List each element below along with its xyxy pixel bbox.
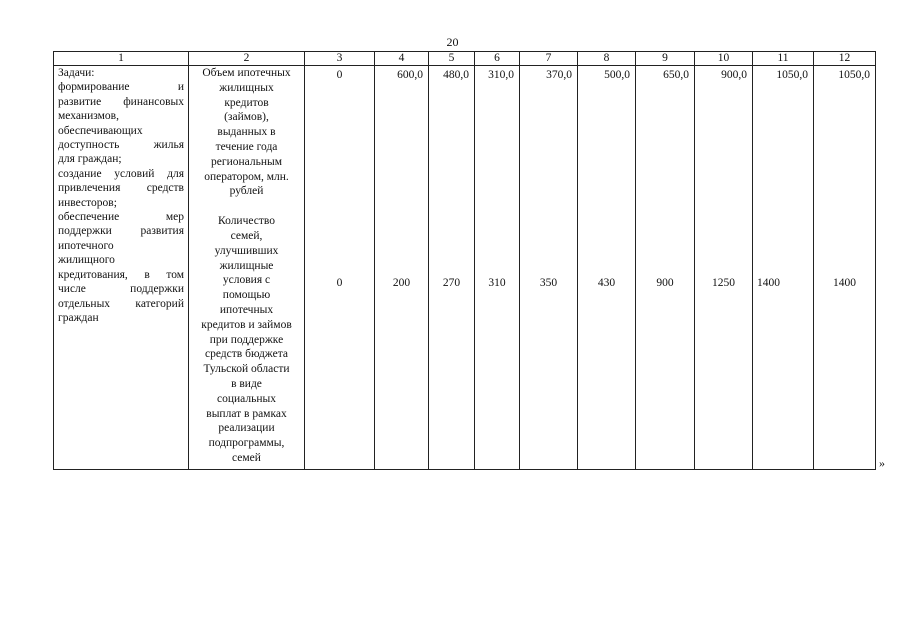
tasks-cell (54, 66, 189, 470)
indicator-2-value: 270 (442, 277, 461, 289)
indicator-2-value: 430 (597, 277, 616, 289)
indicator-2-line: семей, (230, 229, 263, 242)
indicator-2-line: кредитов и займов (201, 318, 292, 331)
indicator-1-line: региональным (211, 155, 282, 168)
indicator-1-value: 0 (336, 69, 343, 81)
value-cell-col6 (475, 66, 520, 470)
col-header-1: 1 (54, 52, 189, 66)
value-cell-col5 (429, 66, 475, 470)
task-line: развитие финансовых (58, 95, 184, 108)
task-line: кредитования, в том (58, 268, 184, 281)
task-line: инвесторов; (58, 196, 117, 209)
indicator-1-line: жилищных (219, 81, 274, 94)
task-line: обеспечение мер (58, 211, 184, 224)
indicator-2-line: подпрограммы, (208, 437, 285, 450)
indicator-2-value: 1250 (712, 277, 735, 289)
page-number: 20 (446, 35, 459, 49)
indicator-1-line: течение года (215, 140, 278, 153)
col-header-7: 7 (520, 52, 578, 66)
indicator-1-value: 480,0 (443, 69, 469, 81)
value-cell-col10 (695, 66, 753, 470)
indicator-1-line: Объем ипотечных (202, 67, 291, 79)
indicator-2-line: средств бюджета (205, 348, 288, 361)
indicator-1-line: (займов), (224, 111, 269, 124)
indicator-1-value: 310,0 (488, 69, 514, 81)
closing-quote: » (879, 456, 885, 470)
indicator-2-line: семей (232, 451, 261, 464)
indicator-1-line: кредитов (224, 96, 269, 109)
task-line: ипотечного (58, 239, 114, 252)
indicator-2-line: жилищные (219, 259, 274, 272)
table-row (54, 66, 876, 470)
indicator-2-line: реализации (218, 422, 275, 435)
indicator-spacer (193, 199, 300, 214)
indicator-1-value: 370,0 (546, 69, 572, 81)
indicator-1-line: рублей (229, 185, 264, 198)
indicator-2-value: 1400 (757, 277, 780, 289)
indicator-2-value: 1400 (833, 277, 856, 289)
indicator-2-line: улучшивших (214, 244, 279, 257)
task-line: механизмов, (58, 110, 119, 123)
value-cell-col7 (520, 66, 578, 470)
col-header-5: 5 (429, 52, 475, 66)
task-line: для граждан; (58, 153, 122, 166)
indicator-1-line: выданных в (217, 126, 276, 139)
col-header-4: 4 (375, 52, 429, 66)
indicator-1-value: 900,0 (721, 69, 747, 81)
header-row (54, 52, 876, 66)
indicator-1-value: 1050,0 (776, 69, 808, 81)
value-cell-col9 (636, 66, 695, 470)
col-header-6: 6 (475, 52, 520, 66)
col-header-3: 3 (305, 52, 375, 66)
value-cell-col3 (305, 66, 375, 470)
indicator-2-value: 310 (488, 277, 506, 289)
value-cell-col12 (814, 66, 876, 470)
data-table (53, 51, 876, 470)
task-line: граждан (58, 311, 99, 324)
indicator-1-value: 500,0 (604, 69, 630, 81)
task-line: доступность жилья (58, 139, 184, 152)
value-cell-col11 (753, 66, 814, 470)
indicator-1-value: 650,0 (663, 69, 689, 81)
col-header-11: 11 (753, 52, 814, 66)
task-line: формирование и (58, 81, 184, 94)
task-line: поддержки развития (58, 225, 184, 238)
indicator-1-line: оператором, млн. (204, 170, 289, 183)
indicator-2-line: в виде (231, 377, 262, 390)
task-line: жилищного (58, 254, 115, 267)
value-cell-col8 (578, 66, 636, 470)
indicator-2-value: 0 (336, 277, 343, 289)
task-line: числе поддержки (58, 283, 184, 296)
indicator-2-line: условия с (222, 274, 271, 287)
col-header-2: 2 (189, 52, 305, 66)
task-line: Задачи: (58, 67, 95, 79)
indicator-2-line: социальных (217, 392, 276, 405)
indicators-cell (189, 66, 305, 470)
col-header-9: 9 (636, 52, 695, 66)
indicator-2-value: 200 (392, 277, 411, 289)
indicator-2-line: Тульской области (203, 363, 290, 376)
indicator-2-line: выплат в рамках (206, 407, 287, 420)
task-line: отдельных категорий (58, 297, 184, 310)
indicator-2-value: 900 (656, 277, 674, 289)
value-cell-col4 (375, 66, 429, 470)
indicator-2-line: ипотечных (219, 303, 274, 316)
indicator-1-value: 1050,0 (838, 69, 870, 81)
col-header-8: 8 (578, 52, 636, 66)
indicator-2-line: при поддержке (209, 333, 284, 346)
indicator-2-line: Количество (218, 215, 275, 228)
indicator-1-value: 600,0 (397, 69, 423, 81)
col-header-10: 10 (695, 52, 753, 66)
col-header-12: 12 (814, 52, 876, 66)
indicator-2-line: помощью (222, 289, 271, 302)
task-line: обеспечивающих (58, 124, 143, 137)
indicator-2-value: 350 (539, 277, 558, 289)
task-line: привлечения средств (58, 182, 184, 195)
task-line: создание условий для (58, 167, 184, 180)
